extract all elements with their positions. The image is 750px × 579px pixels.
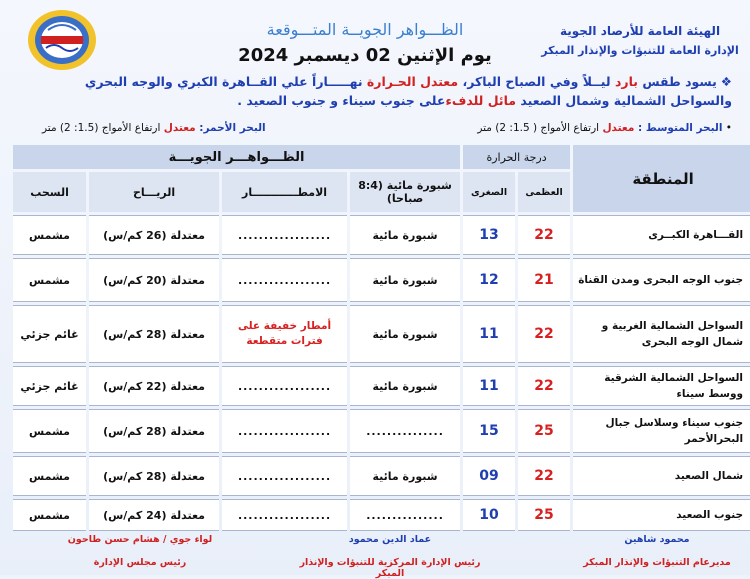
summary-text: ليــلاً وفي الصباح الباكر، xyxy=(458,74,615,89)
cloud-cell: مشمس xyxy=(13,499,86,531)
fog-cell: شبورة مائية xyxy=(350,305,460,363)
region-cell: جنوب الصعيد xyxy=(573,499,750,531)
fog-cell: شبورة مائية xyxy=(350,366,460,406)
rain-cell: .................. xyxy=(222,258,347,302)
cloud-cell: غائم جزئي xyxy=(13,305,86,363)
region-cell: شمال الصعيد xyxy=(573,456,750,496)
max-temp-cell: 22 xyxy=(518,456,570,496)
max-temp-cell: 22 xyxy=(518,215,570,255)
signatory-name: لواء جوي / هشام حسن طاحون xyxy=(67,534,213,545)
wind-cell: معتدلة (22 كم/س) xyxy=(89,366,219,406)
sea-waves: ارتفاع الأمواج (1.5: 2) متر xyxy=(42,122,164,134)
table-row xyxy=(13,215,750,255)
sea-label: البحر الأحمر: xyxy=(195,122,266,134)
signatory-post: مديرعام التنبؤات والإنذار المبكر xyxy=(583,557,731,568)
wind-header: الريـــاح xyxy=(89,172,219,212)
signature-board-chairman xyxy=(60,534,220,568)
fog-cell: شبورة مائية xyxy=(350,215,460,255)
rain-cell: .................. xyxy=(222,215,347,255)
min-temp-header: الصغرى xyxy=(463,172,515,212)
max-temp-cell: 25 xyxy=(518,409,570,453)
fog-cell: ............... xyxy=(350,499,460,531)
signature-forecast-director xyxy=(582,534,732,568)
signature-central-head xyxy=(290,534,490,579)
cloud-cell: غائم جزئي xyxy=(13,366,86,406)
signatory-name: عماد الدين محمود xyxy=(348,534,432,545)
sea-label: البحر المتوسط : xyxy=(634,122,723,134)
summary-text: يسود طقس xyxy=(637,74,717,89)
wind-cell: معتدلة (28 كم/س) xyxy=(89,409,219,453)
summary-temp: معتدل الحـرارة xyxy=(366,74,459,89)
region-cell: القـــاهرة الكبــرى xyxy=(573,215,750,255)
table-row xyxy=(13,258,750,302)
max-temp-cell: 22 xyxy=(518,366,570,406)
region-cell: السواحل الشمالية الغربية و شمال الوجه البحرى xyxy=(573,305,750,363)
fog-cell: شبورة مائية xyxy=(350,258,460,302)
cloud-cell: مشمس xyxy=(13,456,86,496)
region-cell: جنوب سيناء وسلاسل جبال البحرالأحمر xyxy=(573,409,750,453)
region-cell: السواحل الشمالية الشرقية ووسط سيناء xyxy=(573,366,750,406)
wind-cell: معتدلة (26 كم/س) xyxy=(89,215,219,255)
bulletin-title-block xyxy=(200,20,530,66)
sea-red xyxy=(42,122,266,134)
cloud-cell: مشمس xyxy=(13,409,86,453)
table-row xyxy=(13,409,750,453)
ema-logo-icon xyxy=(26,8,98,72)
sea-mediterranean xyxy=(477,122,732,134)
table-row xyxy=(13,366,750,406)
max-temp-cell: 22 xyxy=(518,305,570,363)
temp-header: درجة الحرارة xyxy=(463,145,570,169)
rain-header: الامطــــــــــــار xyxy=(222,172,347,212)
min-temp-cell: 11 xyxy=(463,366,515,406)
rain-cell: .................. xyxy=(222,499,347,531)
summary-text: نهـــــاراً علي القــاهرة الكبري والوجه البحري والسواحل الشمالية وشمال الصعيد xyxy=(84,74,732,108)
organization-header xyxy=(540,24,740,57)
signatory-name: محمود شاهين xyxy=(624,534,690,545)
sea-state: معتدل xyxy=(163,122,196,134)
region-cell: جنوب الوجه البحرى ومدن القناة xyxy=(573,258,750,302)
bullet-icon: ❖ xyxy=(720,74,732,89)
sea-waves: ارتفاع الأمواج ( 1.5: 2) متر xyxy=(477,122,603,134)
rain-cell: .................. xyxy=(222,409,347,453)
min-temp-cell: 09 xyxy=(463,456,515,496)
fog-cell: شبورة مائية xyxy=(350,456,460,496)
cloud-cell: مشمس xyxy=(13,258,86,302)
max-temp-cell: 21 xyxy=(518,258,570,302)
page-title: الظـــواهر الجويــة المتـــوقعة xyxy=(266,20,464,39)
table-row xyxy=(13,456,750,496)
rain-cell: .................. xyxy=(222,366,347,406)
max-temp-header: العظمى xyxy=(518,172,570,212)
table-row xyxy=(13,499,750,531)
org-name: الهيئة العامة للأرصاد الجوية xyxy=(559,24,721,38)
cloud-cell: مشمس xyxy=(13,215,86,255)
signatory-post: رئيس الإدارة المركزية للتنبؤات والإنذار المبكر xyxy=(299,557,481,579)
table-row xyxy=(13,305,750,363)
wind-cell: معتدلة (20 كم/س) xyxy=(89,258,219,302)
forecast-table xyxy=(10,142,750,534)
wind-cell: معتدلة (24 كم/س) xyxy=(89,499,219,531)
rain-cell: .................. xyxy=(222,456,347,496)
bulletin-date: يوم الإثنين 02 ديسمبر 2024 xyxy=(238,45,492,66)
bullet-icon: • xyxy=(725,122,732,134)
min-temp-cell: 11 xyxy=(463,305,515,363)
fog-header: شبورة مائية (8:4 صباحا) xyxy=(350,172,460,212)
min-temp-cell: 12 xyxy=(463,258,515,302)
min-temp-cell: 15 xyxy=(463,409,515,453)
wind-cell: معتدلة (28 كم/س) xyxy=(89,456,219,496)
signatory-post: رئيس مجلس الإدارة xyxy=(93,557,187,568)
org-department: الإدارة العامة للتنبؤات والإنذار المبكر xyxy=(541,44,739,57)
rain-cell: أمطار خفيفة على فترات متقطعة xyxy=(222,305,347,363)
sea-state: معتدل xyxy=(602,122,635,134)
summary-cold: بارد xyxy=(614,74,638,89)
min-temp-cell: 13 xyxy=(463,215,515,255)
cloud-header: السحب xyxy=(13,172,86,212)
summary-warm: مائل للدفء xyxy=(445,93,517,108)
fog-cell: ............... xyxy=(350,409,460,453)
weather-summary xyxy=(20,72,732,110)
summary-text: على جنوب سيناء و جنوب الصعيد . xyxy=(237,93,446,108)
min-temp-cell: 10 xyxy=(463,499,515,531)
region-header: المنطقة xyxy=(573,145,750,212)
phenomena-header: الظـــواهـــر الجويـــة xyxy=(13,145,460,169)
wind-cell: معتدلة (28 كم/س) xyxy=(89,305,219,363)
max-temp-cell: 25 xyxy=(518,499,570,531)
